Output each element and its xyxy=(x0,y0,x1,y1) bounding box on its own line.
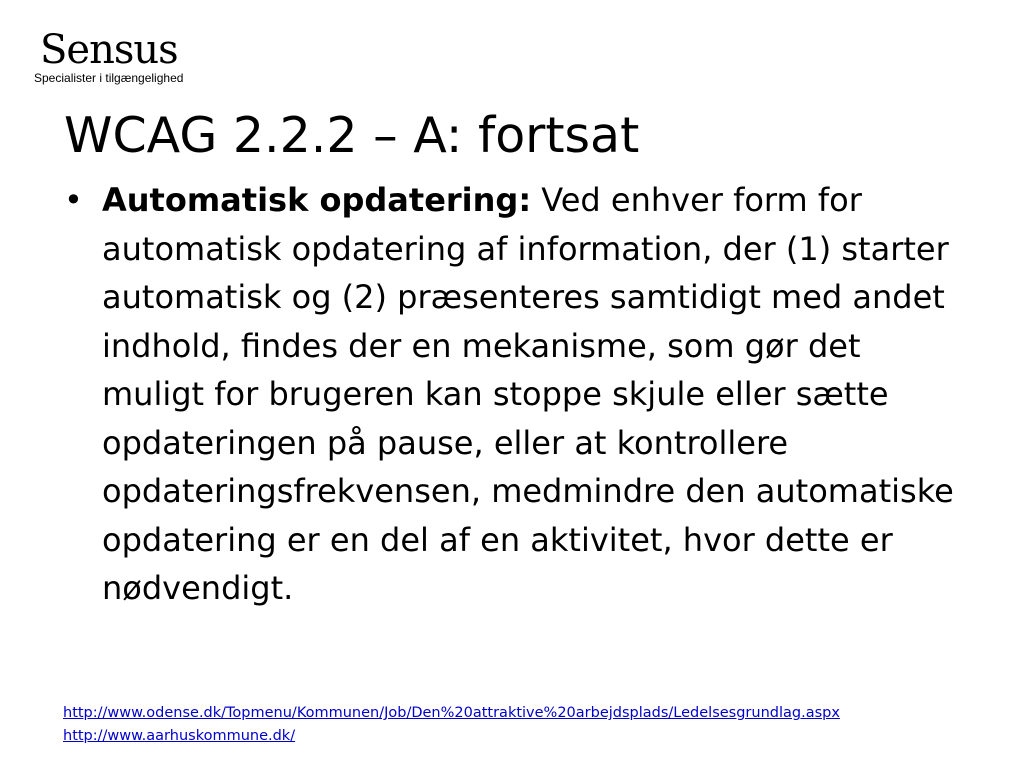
link-odense[interactable]: http://www.odense.dk/Topmenu/Kommunen/Job/Den%20attraktive%20arbejdsplads/Ledelsesgrundlag.aspx xyxy=(63,705,840,721)
bullet-term: Automatisk opdatering: xyxy=(102,181,532,219)
bullet-item xyxy=(64,176,964,613)
source-links xyxy=(63,703,968,749)
link-aarhus[interactable]: http://www.aarhuskommune.dk/ xyxy=(63,728,296,744)
slide-title: WCAG 2.2.2 – A: fortsat xyxy=(64,107,640,164)
sensus-logo xyxy=(34,26,234,85)
logo-name: Sensus xyxy=(40,27,178,73)
bullet-text: Ved enhver form for automatisk opdatering af information, der (1) starter automatisk og (2) præsenteres samtidigt med andet indhold, findes der en mekanisme, som gør det muligt for brugeren kan stoppe skjule eller sætte opdateringen på pause, eller at kontrollere opdateringsfrekvensen, medmindre den automatiske opdatering er en del af en aktivitet, hvor dette er nødvendigt. xyxy=(102,181,954,607)
bullet-list xyxy=(64,176,964,613)
logo-tagline: Specialister i tilgængelighed xyxy=(34,71,184,85)
bullet-icon: • xyxy=(64,181,83,219)
